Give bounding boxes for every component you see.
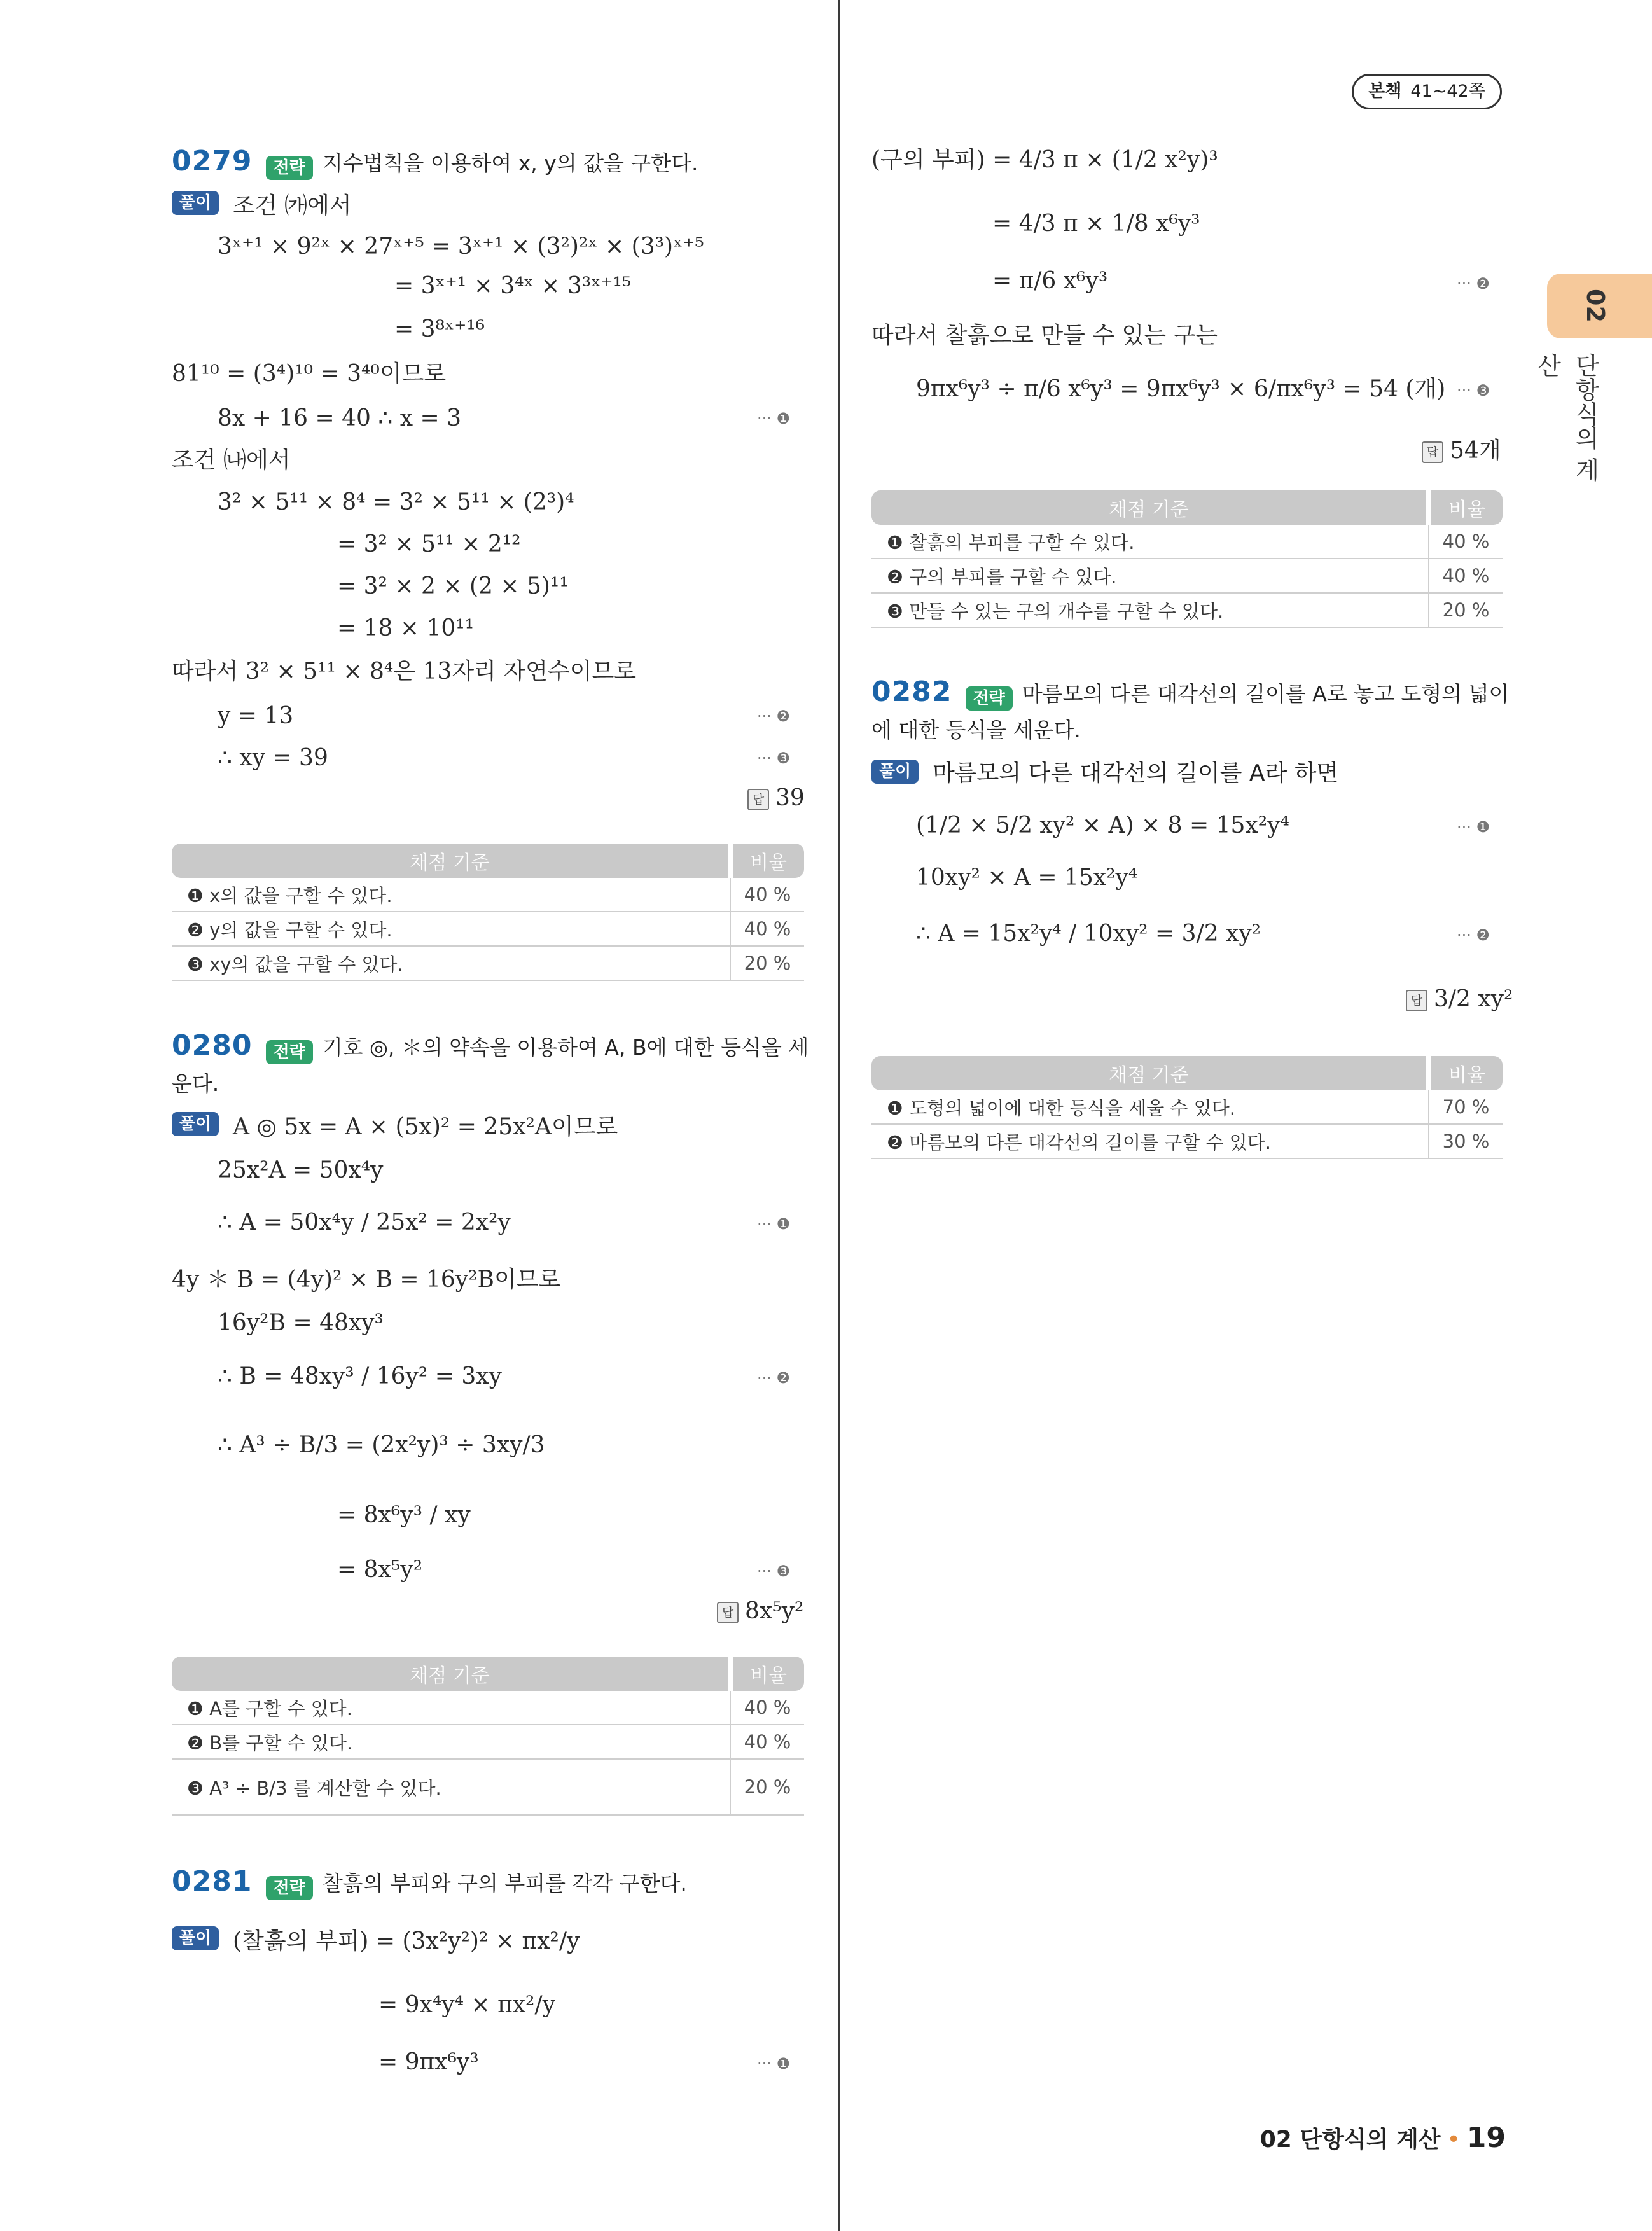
p279-line: = 3ˣ⁺¹ × 3⁴ˣ × 3³ˣ⁺¹⁵ [394,273,632,299]
ratio-header: 비율 [730,1657,804,1691]
answer-0282: 답 3/2 xy² [1406,986,1513,1012]
answer-icon: 답 [747,789,769,810]
footer-dot: • [1447,2127,1461,2153]
p280-line: ∴ A³ ÷ B/3 = (2x²y)³ ÷ 3xy/3 [218,1432,545,1458]
problem-0282-header [871,676,1509,711]
answer-icon: 답 [1406,990,1427,1011]
strategy-text-cont: 운다. [172,1071,219,1096]
p279-line: 따라서 3² × 5¹¹ × 8⁴은 13자리 자연수이므로 [172,658,636,685]
criteria-table-0280 [172,1657,804,1816]
strategy-tag: 전략 [266,1876,313,1900]
p279-line: 조건 ㈏에서 [172,447,291,473]
strategy-tag: 전략 [266,156,313,180]
p279-line: 3ˣ⁺¹ × 9²ˣ × 27ˣ⁺⁵ = 3ˣ⁺¹ × (3²)²ˣ × (3³)ˣ⁺⁵ [218,233,704,260]
chapter-side-title: 단항식의 계산 [1533,353,1599,482]
problem-0280-header [172,1029,809,1064]
ratio-header: 비율 [1429,490,1503,525]
p279-line: 3² × 5¹¹ × 8⁴ = 3² × 5¹¹ × (2³)⁴ [218,489,574,515]
step-marker-3: ··· ❸ [757,1562,791,1580]
step-marker-3: ··· ❸ [1457,382,1490,400]
p279-line: 8x + 16 = 40 ∴ x = 3 [218,405,461,431]
p279-line: ∴ xy = 39 [218,745,328,771]
step-marker-1: ··· ❶ [757,410,791,427]
problem-number: 0282 [871,676,952,708]
p280-line: ∴ A = 50x⁴y / 25x² = 2x²y [218,1209,511,1235]
ratio-header: 비율 [1429,1056,1503,1090]
p280-line: A ◎ 5x = A × (5x)² = 25x²A이므로 [233,1114,618,1140]
answer-0281: 답 54개 [1422,433,1501,465]
step-marker-2: ··· ❷ [757,1369,791,1387]
p279-line: = 3² × 5¹¹ × 2¹² [337,531,521,557]
p280-line: = 8x⁵y² [337,1557,423,1583]
step-marker-1: ··· ❶ [757,2055,791,2073]
table-row: ❷ y의 값을 구할 수 있다. 40 % [172,912,804,946]
problem-number: 0280 [172,1029,253,1062]
solution-tag-0282: 풀이 [871,760,919,784]
p281-line: 9πx⁶y³ ÷ π/6 x⁶y³ = 9πx⁶y³ × 6/πx⁶y³ = 54 (개) [916,376,1446,402]
strategy-text: 기호 ◎, ＊의 약속을 이용하여 A, B에 대한 등식을 세 [322,1035,809,1060]
column-divider [838,0,840,2231]
strategy-tag: 전략 [266,1040,313,1064]
solution-tag-0281: 풀이 [172,1926,219,1950]
problem-0279-header [172,145,698,180]
table-row: ❸ xy의 값을 구할 수 있다. 20 % [172,946,804,980]
p279-line: = 3⁸ˣ⁺¹⁶ [394,316,485,342]
step-marker-3: ··· ❸ [757,749,791,767]
problem-number: 0281 [172,1865,253,1898]
footer-chapter: 02 단항식의 계산 [1260,2127,1441,2153]
p282-line: 10xy² × A = 15x²y⁴ [916,865,1138,891]
p279-line: 81¹⁰ = (3⁴)¹⁰ = 3⁴⁰이므로 [172,361,447,387]
p281-line: = 9πx⁶y³ [378,2049,479,2075]
page-number: 19 [1466,2122,1506,2154]
p280-line: 4y ＊ B = (4y)² × B = 16y²B이므로 [172,1267,561,1293]
problem-0281-header [172,1865,687,1900]
step-marker-1: ··· ❶ [1457,818,1490,836]
table-row: ❶ 도형의 넓이에 대한 등식을 세울 수 있다. 70 % [871,1090,1503,1124]
p279-line: = 18 × 10¹¹ [337,615,475,641]
step-marker-2: ··· ❷ [757,707,791,725]
problem-number: 0279 [172,145,253,177]
p280-line: = 8x⁶y³ / xy [337,1502,471,1528]
p279-line: y = 13 [218,703,294,729]
criteria-header: 채점 기준 [172,844,730,878]
strategy-text: 지수법칙을 이용하여 x, y의 값을 구한다. [322,151,698,176]
criteria-header: 채점 기준 [172,1657,730,1691]
table-row: ❸ 만들 수 있는 구의 개수를 구할 수 있다. 20 % [871,593,1503,627]
table-row: ❶ x의 값을 구할 수 있다. 40 % [172,878,804,912]
criteria-table-0282 [871,1056,1503,1159]
strategy-tag: 전략 [966,686,1013,711]
criteria-table-0281 [871,490,1503,628]
ratio-header: 비율 [730,844,804,878]
table-row: ❶ 찰흙의 부피를 구할 수 있다. 40 % [871,525,1503,559]
p279-line: 조건 ㈎에서 [233,193,352,219]
table-row: ❶ A를 구할 수 있다. 40 % [172,1691,804,1725]
solution-tag-0280: 풀이 [172,1112,219,1136]
page-footer [1260,2122,1506,2154]
p282-line: ∴ A = 15x²y⁴ / 10xy² = 3/2 xy² [916,921,1261,947]
table-row: ❸ A³ ÷ B/3 를 계산할 수 있다. 20 % [172,1759,804,1815]
step-marker-1: ··· ❶ [757,1215,791,1233]
p282-line: (1/2 × 5/2 xy² × A) × 8 = 15x²y⁴ [916,812,1289,838]
strategy-text-cont: 에 대한 등식을 세운다. [871,718,1081,742]
p281-line: (구의 부피) = 4/3 π × (1/2 x²y)³ [871,147,1218,173]
strategy-text: 찰흙의 부피와 구의 부피를 각각 구한다. [322,1871,687,1896]
reference-pages-badge: 본책 41~42쪽 [1352,74,1502,109]
step-marker-2: ··· ❷ [1457,926,1490,944]
answer-0279: 답 39 [747,785,805,811]
p281-line: 따라서 찰흙으로 만들 수 있는 구는 [871,323,1218,349]
answer-icon: 답 [717,1602,739,1623]
answer-0280: 답 8x⁵y² [717,1598,803,1624]
criteria-header: 채점 기준 [871,490,1429,525]
table-row: ❷ 마름모의 다른 대각선의 길이를 구할 수 있다. 30 % [871,1124,1503,1158]
criteria-header: 채점 기준 [871,1056,1429,1090]
answer-icon: 답 [1422,441,1443,463]
p281-line: = π/6 x⁶y³ [992,268,1108,294]
p280-line: 16y²B = 48xy³ [218,1310,384,1336]
p281-line: (찰흙의 부피) = (3x²y²)² × πx²/y [233,1928,580,1954]
table-row: ❷ B를 구할 수 있다. 40 % [172,1725,804,1759]
table-row: ❷ 구의 부피를 구할 수 있다. 40 % [871,559,1503,593]
p280-line: ∴ B = 48xy³ / 16y² = 3xy [218,1363,502,1389]
criteria-table-0279 [172,844,804,981]
p282-line: 마름모의 다른 대각선의 길이를 A라 하면 [933,760,1339,786]
solution-tag-0279: 풀이 [172,191,219,215]
p279-line: = 3² × 2 × (2 × 5)¹¹ [337,573,569,599]
chapter-tab-number: 02 [1581,288,1609,323]
step-marker-2: ··· ❷ [1457,275,1490,293]
p280-line: 25x²A = 50x⁴y [218,1157,384,1183]
strategy-text: 마름모의 다른 대각선의 길이를 A로 놓고 도형의 넓이 [1022,681,1510,706]
p281-line: = 4/3 π × 1/8 x⁶y³ [992,211,1200,237]
p281-line: = 9x⁴y⁴ × πx²/y [378,1992,555,2018]
